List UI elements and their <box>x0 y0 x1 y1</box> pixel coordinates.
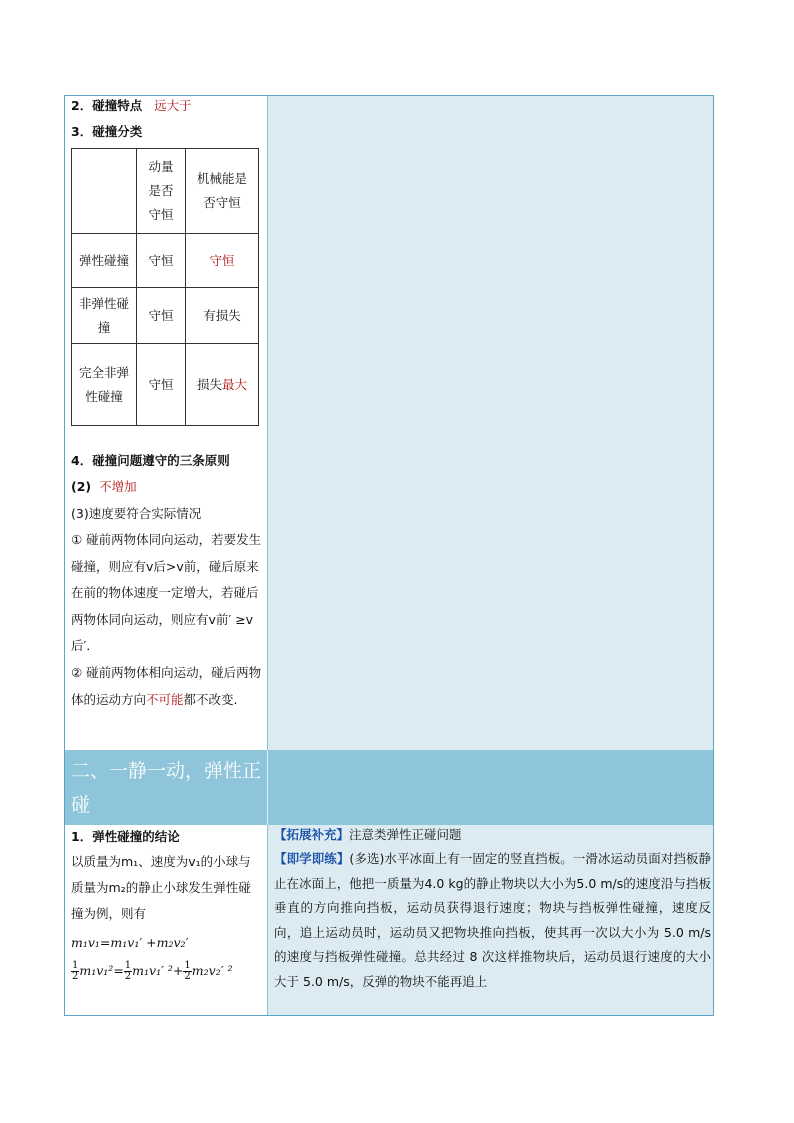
item-4-principle-3: (3)速度要符合实际情况 <box>71 506 202 521</box>
table-row <box>72 344 259 426</box>
item-4-case-2: ② 碰前两物体相向运动，碰后两物体的运动方向不可能都不改变. <box>71 665 262 707</box>
extension-tag: 【拓展补充】 <box>274 827 350 842</box>
right-column-top <box>268 96 713 750</box>
item-2-answer: 远大于 <box>154 98 192 113</box>
table-header-empty <box>72 149 137 234</box>
table-cell-energy: 有损失 <box>186 288 259 344</box>
table-header-momentum: 动量是否守恒 <box>137 149 186 234</box>
item-2 <box>71 93 192 119</box>
collision-classification-table <box>71 148 259 426</box>
section-title: 二、一静一动，弹性正碰 <box>71 760 262 816</box>
item-4-label: 4．碰撞问题遵守的三条原则 <box>71 453 230 468</box>
item-2-label: 2．碰撞特点 <box>71 98 143 113</box>
item-1-label: 1．弹性碰撞的结论 <box>71 829 180 844</box>
item-4-case-2-highlight: 不可能 <box>146 691 184 707</box>
table-cell-momentum: 守恒 <box>137 288 186 344</box>
table-cell-type: 弹性碰撞 <box>72 234 137 288</box>
table-row <box>72 234 259 288</box>
exercise-text: 【即学即练】(多选)水平冰面上有一固定的竖直挡板。一滑冰运动员面对挡板静止在冰面上，他把一质量为4.0 kg的静止物块以大小为5.0 m/s的速度沿与挡板垂直的方向推向挡板，运动员获得退行速度；物块与挡板弹性碰撞，速度反向，追上运动员时，运动员又把物块推向挡板，使其再一次以大小为 5.0 m/s 的速度与挡板弹性碰撞。总共经过 8 次这样推物块后，运动员退行速度的大小大于 5.0 m/s，反弹的物块不能再追上 <box>274 851 711 989</box>
band-divider <box>267 750 268 825</box>
table-cell-type: 非弹性碰撞 <box>72 288 137 344</box>
item-4-case-1: ① 碰前两物体同向运动，若要发生碰撞，则应有v后>v前，碰后原来在前的物体速度一定增大，若碰后两物体同向运动，则应有v前′ ≥v后′． <box>71 532 262 653</box>
item-1-text: 以质量为m₁、速度为v₁的小球与质量为m₂的静止小球发生弹性碰撞为例，则有 <box>71 854 251 921</box>
energy-formula: $\frac{1}{2}$ m₁v₁²= $\frac{1}{2}$ m₁v₁′ ²+ $\frac{1}{2}$ m₂v₂′ ² <box>72 960 233 982</box>
table-cell-type: 完全非弹性碰撞 <box>72 344 137 426</box>
fraction: $\frac{1}{2}$ <box>72 960 79 982</box>
table-cell-energy: 守恒 <box>186 234 259 288</box>
left-column-top <box>65 96 268 750</box>
item-4-principle-2-answer: 不增加 <box>99 479 137 494</box>
table-row <box>72 288 259 344</box>
item-3-label: 3．碰撞分类 <box>71 124 143 139</box>
extension-note: 【拓展补充】注意类弹性正碰问题 <box>274 827 462 842</box>
table-header-energy: 机械能是否守恒 <box>186 149 259 234</box>
table-cell-momentum: 守恒 <box>137 234 186 288</box>
table-cell-momentum: 守恒 <box>137 344 186 426</box>
section-header-band <box>65 750 713 825</box>
exercise-tag: 【即学即练】 <box>274 851 350 866</box>
left-column-bottom <box>65 825 268 1015</box>
right-column-bottom <box>268 825 713 1015</box>
content-table <box>64 95 714 1016</box>
fraction: $\frac{1}{2}$ <box>184 960 191 982</box>
table-cell-energy: 损失最大 <box>186 344 259 426</box>
fraction: $\frac{1}{2}$ <box>124 960 132 982</box>
item-4-principle-2: (2) 不增加 <box>71 479 137 494</box>
momentum-formula: m₁v₁=m₁v₁′ +m₂v₂′ <box>71 935 189 950</box>
